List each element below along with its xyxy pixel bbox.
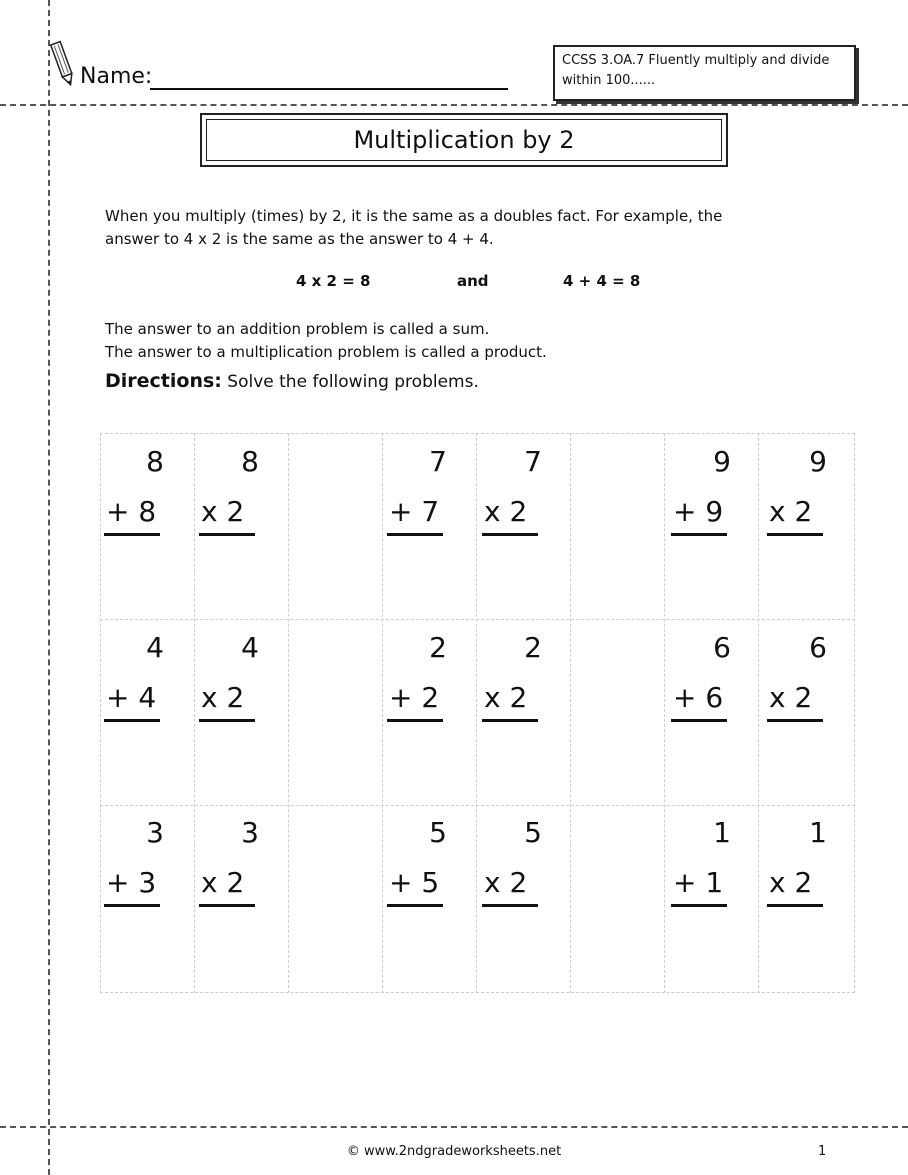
answer-line [671,533,727,536]
answer-line [104,719,160,722]
answer-line [199,533,255,536]
answer-line [482,533,538,536]
problem-top: 7 [524,445,542,478]
problem-bottom: x 2 [201,681,245,714]
answer-line [104,904,160,907]
sum-definition: The answer to an addition problem is called a sum. [105,320,490,338]
margin-cut-line-vertical [48,0,50,1175]
answer-line [767,904,823,907]
page-number: 1 [818,1144,827,1159]
answer-line [387,904,443,907]
grid-line [854,433,855,993]
problem-top: 1 [713,816,731,849]
problem-bottom: + 1 [673,866,724,899]
problem-bottom: x 2 [201,495,245,528]
problem-bottom: x 2 [484,866,528,899]
cut-line-bottom [0,1126,908,1128]
grid-line [758,433,759,993]
problem-bottom: x 2 [769,681,813,714]
intro-line-1: When you multiply (times) by 2, it is the same as a doubles fact. For example, the [105,207,723,225]
problem-top: 5 [429,816,447,849]
problem-top: 2 [429,631,447,664]
grid-line [100,992,855,993]
answer-line [767,719,823,722]
intro-line-2: answer to 4 x 2 is the same as the answer to 4 + 4. [105,230,494,248]
problem-bottom: + 2 [389,681,440,714]
title-box [200,113,728,167]
answer-line [387,533,443,536]
grid-line [570,433,571,993]
problem-bottom: + 8 [106,495,157,528]
problem-bottom: + 6 [673,681,724,714]
problem-top: 4 [146,631,164,664]
problem-top: 8 [241,445,259,478]
grid-line [382,433,383,993]
problem-top: 3 [241,816,259,849]
footer-copyright: © www.2ndgradeworksheets.net [346,1144,562,1159]
problem-top: 8 [146,445,164,478]
answer-line [671,904,727,907]
problem-top: 5 [524,816,542,849]
grid-line [100,433,101,993]
problem-top: 4 [241,631,259,664]
problem-top: 2 [524,631,542,664]
problem-top: 1 [809,816,827,849]
product-definition: The answer to a multiplication problem is called a product. [105,343,547,361]
problem-bottom: x 2 [769,495,813,528]
answer-line [767,533,823,536]
page-title: Multiplication by 2 [206,119,722,161]
grid-line [100,805,855,806]
example-addition: 4 + 4 = 8 [563,272,641,290]
grid-line [288,433,289,993]
directions-text: Solve the following problems. [227,372,479,392]
answer-line [671,719,727,722]
answer-line [482,904,538,907]
problem-bottom: x 2 [484,495,528,528]
directions [105,370,479,392]
problem-top: 6 [809,631,827,664]
answer-line [199,904,255,907]
problem-bottom: + 5 [389,866,440,899]
name-input-line[interactable] [150,88,508,90]
problem-top: 3 [146,816,164,849]
grid-line [194,433,195,993]
example-and: and [457,272,489,290]
standard-box: CCSS 3.OA.7 Fluently multiply and divide within 100...... [553,45,856,101]
problem-bottom: + 9 [673,495,724,528]
example-multiplication: 4 x 2 = 8 [296,272,371,290]
answer-line [104,533,160,536]
problem-top: 7 [429,445,447,478]
problem-bottom: x 2 [201,866,245,899]
grid-line [100,619,855,620]
problem-top: 9 [809,445,827,478]
grid-line [100,433,855,434]
answer-line [482,719,538,722]
pencil-icon [50,40,76,88]
answer-line [199,719,255,722]
problem-bottom: x 2 [769,866,813,899]
problem-bottom: + 7 [389,495,440,528]
grid-line [476,433,477,993]
problem-top: 9 [713,445,731,478]
problem-bottom: + 4 [106,681,157,714]
grid-line [664,433,665,993]
problem-bottom: + 3 [106,866,157,899]
name-label: Name: [80,64,153,89]
problem-bottom: x 2 [484,681,528,714]
answer-line [387,719,443,722]
directions-label: Directions: [105,370,222,392]
cut-line-top [0,104,908,106]
problem-top: 6 [713,631,731,664]
